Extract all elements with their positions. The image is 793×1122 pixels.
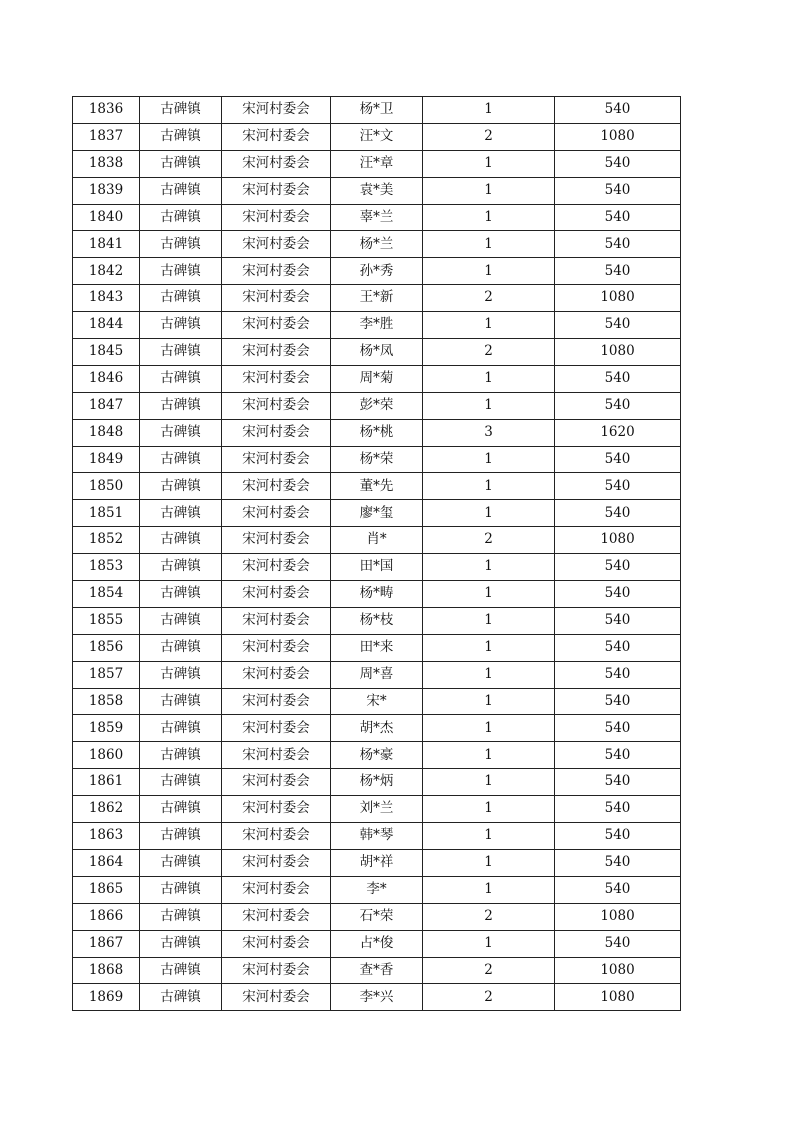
name-cell: 李*: [331, 876, 423, 903]
village-committee-cell: 宋河村委会: [222, 957, 331, 984]
village-committee-cell: 宋河村委会: [222, 446, 331, 473]
table-row: [73, 742, 681, 769]
row-number-cell: 1860: [73, 742, 140, 769]
row-number-cell: 1851: [73, 500, 140, 527]
village-committee-cell: 宋河村委会: [222, 204, 331, 231]
name-cell: 刘*兰: [331, 796, 423, 823]
name-cell: 杨*荣: [331, 446, 423, 473]
town-cell: 古碑镇: [140, 796, 222, 823]
household-count-cell: 1: [423, 769, 555, 796]
town-cell: 古碑镇: [140, 258, 222, 285]
household-count-cell: 1: [423, 554, 555, 581]
row-number-cell: 1841: [73, 231, 140, 258]
table-row: [73, 527, 681, 554]
household-count-cell: 1: [423, 150, 555, 177]
table-row: [73, 258, 681, 285]
household-count-cell: 1: [423, 876, 555, 903]
village-committee-cell: 宋河村委会: [222, 123, 331, 150]
town-cell: 古碑镇: [140, 97, 222, 124]
village-committee-cell: 宋河村委会: [222, 419, 331, 446]
town-cell: 古碑镇: [140, 903, 222, 930]
name-cell: 韩*琴: [331, 823, 423, 850]
row-number-cell: 1859: [73, 715, 140, 742]
village-committee-cell: 宋河村委会: [222, 823, 331, 850]
amount-cell: 540: [555, 97, 681, 124]
row-number-cell: 1837: [73, 123, 140, 150]
village-committee-cell: 宋河村委会: [222, 581, 331, 608]
amount-cell: 540: [555, 231, 681, 258]
village-committee-cell: 宋河村委会: [222, 392, 331, 419]
amount-cell: 540: [555, 742, 681, 769]
table-row: [73, 903, 681, 930]
amount-cell: 540: [555, 930, 681, 957]
row-number-cell: 1863: [73, 823, 140, 850]
amount-cell: 540: [555, 607, 681, 634]
table-row: [73, 823, 681, 850]
village-committee-cell: 宋河村委会: [222, 150, 331, 177]
town-cell: 古碑镇: [140, 419, 222, 446]
town-cell: 古碑镇: [140, 150, 222, 177]
amount-cell: 540: [555, 554, 681, 581]
table-row: [73, 769, 681, 796]
village-committee-cell: 宋河村委会: [222, 930, 331, 957]
town-cell: 古碑镇: [140, 715, 222, 742]
name-cell: 杨*畴: [331, 581, 423, 608]
household-count-cell: 2: [423, 285, 555, 312]
amount-cell: 540: [555, 258, 681, 285]
row-number-cell: 1852: [73, 527, 140, 554]
table-row: [73, 984, 681, 1011]
name-cell: 胡*杰: [331, 715, 423, 742]
town-cell: 古碑镇: [140, 392, 222, 419]
row-number-cell: 1846: [73, 365, 140, 392]
village-committee-cell: 宋河村委会: [222, 903, 331, 930]
town-cell: 古碑镇: [140, 607, 222, 634]
row-number-cell: 1839: [73, 177, 140, 204]
amount-cell: 540: [555, 823, 681, 850]
town-cell: 古碑镇: [140, 500, 222, 527]
table-row: [73, 957, 681, 984]
amount-cell: 540: [555, 849, 681, 876]
amount-cell: 1080: [555, 339, 681, 366]
amount-cell: 540: [555, 796, 681, 823]
town-cell: 古碑镇: [140, 365, 222, 392]
table-row: [73, 715, 681, 742]
household-count-cell: 1: [423, 392, 555, 419]
table-row: [73, 500, 681, 527]
household-count-cell: 1: [423, 634, 555, 661]
household-count-cell: 1: [423, 930, 555, 957]
table-row: [73, 312, 681, 339]
amount-cell: 540: [555, 177, 681, 204]
amount-cell: 1080: [555, 123, 681, 150]
amount-cell: 540: [555, 365, 681, 392]
name-cell: 汪*章: [331, 150, 423, 177]
town-cell: 古碑镇: [140, 473, 222, 500]
row-number-cell: 1855: [73, 607, 140, 634]
town-cell: 古碑镇: [140, 285, 222, 312]
town-cell: 古碑镇: [140, 312, 222, 339]
name-cell: 石*荣: [331, 903, 423, 930]
household-count-cell: 3: [423, 419, 555, 446]
name-cell: 田*来: [331, 634, 423, 661]
village-committee-cell: 宋河村委会: [222, 688, 331, 715]
row-number-cell: 1842: [73, 258, 140, 285]
row-number-cell: 1867: [73, 930, 140, 957]
household-count-cell: 1: [423, 661, 555, 688]
household-count-cell: 2: [423, 123, 555, 150]
table-row: [73, 688, 681, 715]
amount-cell: 1620: [555, 419, 681, 446]
household-count-cell: 1: [423, 742, 555, 769]
row-number-cell: 1858: [73, 688, 140, 715]
amount-cell: 540: [555, 312, 681, 339]
table-row: [73, 473, 681, 500]
table-row: [73, 150, 681, 177]
row-number-cell: 1865: [73, 876, 140, 903]
amount-cell: 540: [555, 581, 681, 608]
village-committee-cell: 宋河村委会: [222, 500, 331, 527]
name-cell: 周*菊: [331, 365, 423, 392]
row-number-cell: 1848: [73, 419, 140, 446]
amount-cell: 1080: [555, 984, 681, 1011]
household-count-cell: 1: [423, 500, 555, 527]
town-cell: 古碑镇: [140, 742, 222, 769]
amount-cell: 540: [555, 634, 681, 661]
amount-cell: 1080: [555, 527, 681, 554]
household-count-cell: 1: [423, 365, 555, 392]
household-count-cell: 1: [423, 177, 555, 204]
name-cell: 田*国: [331, 554, 423, 581]
name-cell: 李*胜: [331, 312, 423, 339]
town-cell: 古碑镇: [140, 661, 222, 688]
village-committee-cell: 宋河村委会: [222, 177, 331, 204]
town-cell: 古碑镇: [140, 849, 222, 876]
row-number-cell: 1869: [73, 984, 140, 1011]
household-count-cell: 1: [423, 796, 555, 823]
household-count-cell: 2: [423, 527, 555, 554]
name-cell: 董*先: [331, 473, 423, 500]
row-number-cell: 1866: [73, 903, 140, 930]
name-cell: 袁*美: [331, 177, 423, 204]
name-cell: 宋*: [331, 688, 423, 715]
village-committee-cell: 宋河村委会: [222, 769, 331, 796]
name-cell: 杨*豪: [331, 742, 423, 769]
amount-cell: 1080: [555, 903, 681, 930]
town-cell: 古碑镇: [140, 204, 222, 231]
name-cell: 胡*祥: [331, 849, 423, 876]
name-cell: 杨*炳: [331, 769, 423, 796]
village-committee-cell: 宋河村委会: [222, 527, 331, 554]
table-row: [73, 97, 681, 124]
row-number-cell: 1862: [73, 796, 140, 823]
town-cell: 古碑镇: [140, 554, 222, 581]
village-committee-cell: 宋河村委会: [222, 312, 331, 339]
roster-table: [72, 96, 681, 1011]
household-count-cell: 1: [423, 446, 555, 473]
table-row: [73, 661, 681, 688]
row-number-cell: 1838: [73, 150, 140, 177]
town-cell: 古碑镇: [140, 446, 222, 473]
row-number-cell: 1840: [73, 204, 140, 231]
household-count-cell: 1: [423, 473, 555, 500]
village-committee-cell: 宋河村委会: [222, 876, 331, 903]
amount-cell: 540: [555, 392, 681, 419]
row-number-cell: 1857: [73, 661, 140, 688]
village-committee-cell: 宋河村委会: [222, 285, 331, 312]
household-count-cell: 2: [423, 984, 555, 1011]
household-count-cell: 2: [423, 957, 555, 984]
name-cell: 占*俊: [331, 930, 423, 957]
name-cell: 辜*兰: [331, 204, 423, 231]
village-committee-cell: 宋河村委会: [222, 339, 331, 366]
town-cell: 古碑镇: [140, 527, 222, 554]
table-row: [73, 876, 681, 903]
row-number-cell: 1850: [73, 473, 140, 500]
table-row: [73, 392, 681, 419]
name-cell: 周*喜: [331, 661, 423, 688]
household-count-cell: 1: [423, 849, 555, 876]
town-cell: 古碑镇: [140, 123, 222, 150]
village-committee-cell: 宋河村委会: [222, 661, 331, 688]
household-count-cell: 1: [423, 312, 555, 339]
village-committee-cell: 宋河村委会: [222, 365, 331, 392]
household-count-cell: 1: [423, 97, 555, 124]
town-cell: 古碑镇: [140, 769, 222, 796]
amount-cell: 540: [555, 876, 681, 903]
row-number-cell: 1868: [73, 957, 140, 984]
household-count-cell: 2: [423, 339, 555, 366]
household-count-cell: 1: [423, 204, 555, 231]
row-number-cell: 1853: [73, 554, 140, 581]
table-row: [73, 554, 681, 581]
household-count-cell: 1: [423, 231, 555, 258]
village-committee-cell: 宋河村委会: [222, 231, 331, 258]
row-number-cell: 1854: [73, 581, 140, 608]
village-committee-cell: 宋河村委会: [222, 742, 331, 769]
table-row: [73, 231, 681, 258]
name-cell: 李*兴: [331, 984, 423, 1011]
table-row: [73, 796, 681, 823]
amount-cell: 540: [555, 688, 681, 715]
village-committee-cell: 宋河村委会: [222, 554, 331, 581]
table-row: [73, 930, 681, 957]
town-cell: 古碑镇: [140, 930, 222, 957]
town-cell: 古碑镇: [140, 957, 222, 984]
table-row: [73, 419, 681, 446]
row-number-cell: 1836: [73, 97, 140, 124]
row-number-cell: 1844: [73, 312, 140, 339]
table-row: [73, 285, 681, 312]
town-cell: 古碑镇: [140, 634, 222, 661]
table-row: [73, 123, 681, 150]
town-cell: 古碑镇: [140, 688, 222, 715]
household-count-cell: 1: [423, 607, 555, 634]
village-committee-cell: 宋河村委会: [222, 715, 331, 742]
household-count-cell: 1: [423, 581, 555, 608]
amount-cell: 540: [555, 661, 681, 688]
table-row: [73, 634, 681, 661]
row-number-cell: 1864: [73, 849, 140, 876]
town-cell: 古碑镇: [140, 823, 222, 850]
name-cell: 查*香: [331, 957, 423, 984]
name-cell: 王*新: [331, 285, 423, 312]
town-cell: 古碑镇: [140, 876, 222, 903]
row-number-cell: 1849: [73, 446, 140, 473]
village-committee-cell: 宋河村委会: [222, 258, 331, 285]
household-count-cell: 1: [423, 823, 555, 850]
name-cell: 杨*桃: [331, 419, 423, 446]
table-row: [73, 339, 681, 366]
row-number-cell: 1845: [73, 339, 140, 366]
table-row: [73, 581, 681, 608]
table-row: [73, 365, 681, 392]
household-count-cell: 1: [423, 715, 555, 742]
name-cell: 杨*卫: [331, 97, 423, 124]
table-row: [73, 849, 681, 876]
amount-cell: 540: [555, 473, 681, 500]
table-row: [73, 177, 681, 204]
roster-table-body: [73, 97, 681, 1011]
row-number-cell: 1847: [73, 392, 140, 419]
table-row: [73, 446, 681, 473]
name-cell: 廖*玺: [331, 500, 423, 527]
village-committee-cell: 宋河村委会: [222, 796, 331, 823]
town-cell: 古碑镇: [140, 177, 222, 204]
amount-cell: 540: [555, 769, 681, 796]
town-cell: 古碑镇: [140, 339, 222, 366]
name-cell: 孙*秀: [331, 258, 423, 285]
village-committee-cell: 宋河村委会: [222, 849, 331, 876]
name-cell: 肖*: [331, 527, 423, 554]
village-committee-cell: 宋河村委会: [222, 607, 331, 634]
name-cell: 杨*兰: [331, 231, 423, 258]
household-count-cell: 1: [423, 258, 555, 285]
amount-cell: 540: [555, 446, 681, 473]
name-cell: 杨*枝: [331, 607, 423, 634]
amount-cell: 540: [555, 204, 681, 231]
town-cell: 古碑镇: [140, 581, 222, 608]
name-cell: 杨*凤: [331, 339, 423, 366]
amount-cell: 540: [555, 715, 681, 742]
name-cell: 汪*文: [331, 123, 423, 150]
household-count-cell: 2: [423, 903, 555, 930]
amount-cell: 1080: [555, 957, 681, 984]
town-cell: 古碑镇: [140, 231, 222, 258]
amount-cell: 540: [555, 500, 681, 527]
village-committee-cell: 宋河村委会: [222, 634, 331, 661]
name-cell: 彭*荣: [331, 392, 423, 419]
amount-cell: 1080: [555, 285, 681, 312]
amount-cell: 540: [555, 150, 681, 177]
row-number-cell: 1843: [73, 285, 140, 312]
village-committee-cell: 宋河村委会: [222, 984, 331, 1011]
row-number-cell: 1861: [73, 769, 140, 796]
village-committee-cell: 宋河村委会: [222, 97, 331, 124]
village-committee-cell: 宋河村委会: [222, 473, 331, 500]
town-cell: 古碑镇: [140, 984, 222, 1011]
household-count-cell: 1: [423, 688, 555, 715]
table-row: [73, 204, 681, 231]
row-number-cell: 1856: [73, 634, 140, 661]
table-row: [73, 607, 681, 634]
